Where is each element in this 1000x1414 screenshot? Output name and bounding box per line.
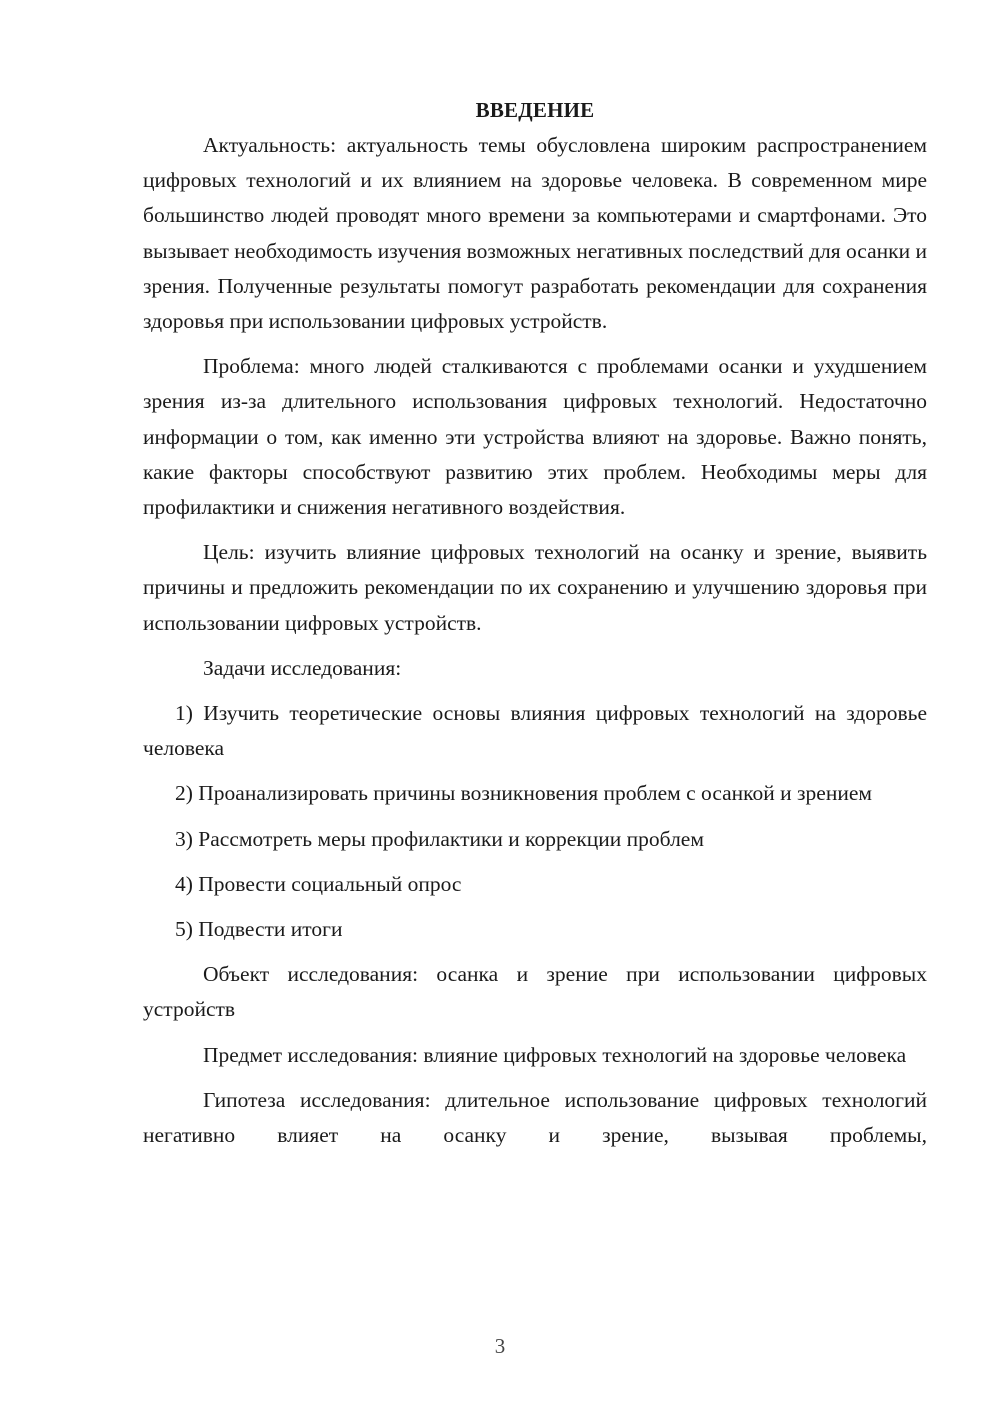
problem-paragraph: Проблема: много людей сталкиваются с проблемами осанки и ухудшением зрения из-за длительного использования цифровых технологий. Недостаточно информации о том, как именно эти устройства влияют на здоровье. Важно понять, какие факторы способствуют развитию этих проблем. Необходимы меры для профилактики и снижения негативного воздействия. xyxy=(143,354,927,520)
object-paragraph: Объект исследования: осанка и зрение при использовании цифровых устройств xyxy=(143,962,927,1022)
document-page xyxy=(143,94,927,1153)
tasks-list xyxy=(143,696,927,947)
task-item-5: 5) Подвести итоги xyxy=(175,917,343,942)
tasks-heading: Задачи исследования: xyxy=(203,655,402,680)
task-item-3: 3) Рассмотреть меры профилактики и коррекции проблем xyxy=(175,826,704,851)
goal-paragraph: Цель: изучить влияние цифровых технологий на осанку и зрение, выявить причины и предложить рекомендации по их сохранению и улучшению здоровья при использовании цифровых устройств. xyxy=(143,540,927,635)
task-item-1: 1) Изучить теоретические основы влияния цифровых технологий на здоровье человека xyxy=(143,701,927,761)
hypothesis-paragraph: Гипотеза исследования: длительное использование цифровых технологий негативно влияет на осанку и зрение, вызывая проблемы, xyxy=(143,1087,927,1148)
relevance-paragraph: Актуальность: актуальность темы обусловлена широким распространением цифровых технологий и их влиянием на здоровье человека. В современном мире большинство людей проводят много времени за компьютерами и смартфонами. Это вызывает необходимость изучения возможных негативных последствий для осанки и зрения. Полученные результаты помогут разработать рекомендации для сохранения здоровья при использовании цифровых устройств. xyxy=(143,133,927,334)
task-item-2: 2) Проанализировать причины возникновения проблем с осанкой и зрением xyxy=(175,781,872,806)
task-item-4: 4) Провести социальный опрос xyxy=(175,871,462,896)
subject-paragraph: Предмет исследования: влияние цифровых технологий на здоровье человека xyxy=(203,1042,907,1067)
section-title: ВВЕДЕНИЕ xyxy=(475,98,595,122)
page-number: 3 xyxy=(494,1334,506,1358)
